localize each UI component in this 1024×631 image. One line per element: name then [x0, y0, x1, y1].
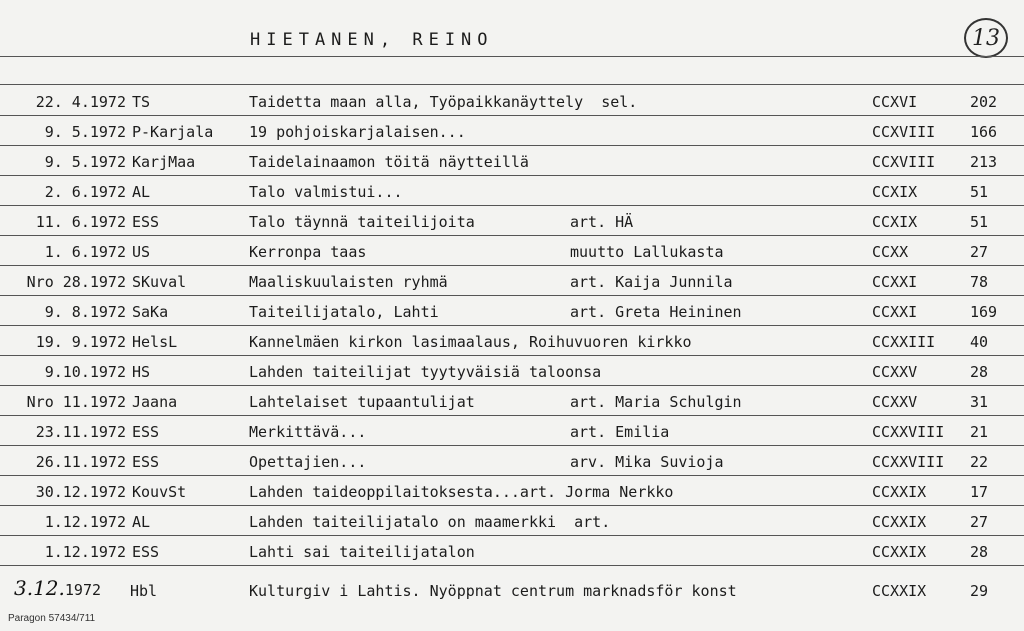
typed-year: 1972 [64, 581, 102, 599]
title-cell: Lahti sai taiteilijatalon [249, 543, 475, 561]
page-cell: 213 [970, 153, 998, 171]
volume-cell: CCXXIX [872, 582, 927, 600]
table-row [0, 476, 1024, 506]
table-row [0, 326, 1024, 356]
table-row [0, 296, 1024, 326]
table-row [0, 266, 1024, 296]
date-cell: 19. 9.1972 [35, 333, 126, 351]
source-cell: ESS [132, 543, 160, 561]
volume-cell: CCXVIII [872, 153, 936, 171]
source-cell: KarjMaa [132, 153, 196, 171]
title-cell: Kannelmäen kirkon lasimaalaus, Roihuvuoren kirkko [249, 333, 692, 351]
title-cell: Taidelainaamon töitä näytteillä [249, 153, 529, 171]
page-cell: 22 [970, 453, 989, 471]
card-number-badge: 13 [964, 18, 1008, 58]
extra-cell: art. Kaija Junnila [570, 273, 733, 291]
source-cell: SaKa [132, 303, 169, 321]
title-cell: Lahden taiteilijatalo on maamerkki art. [249, 513, 611, 531]
date-cell: 22. 4.1972 [35, 93, 126, 111]
source-cell: ESS [132, 213, 160, 231]
title-cell: Merkittävä... [249, 423, 367, 441]
date-cell: 26.11.1972 [35, 453, 126, 471]
extra-cell: arv. Mika Suvioja [570, 453, 724, 471]
date-cell [14, 576, 101, 600]
title-cell: Maaliskuulaisten ryhmä [249, 273, 448, 291]
extra-cell: art. Maria Schulgin [570, 393, 742, 411]
card-heading: HIETANEN, REINO [250, 30, 494, 50]
extra-cell: art. Greta Heininen [570, 303, 742, 321]
source-cell: KouvSt [132, 483, 187, 501]
volume-cell: CCXXI [872, 303, 918, 321]
volume-cell: CCXVI [872, 93, 918, 111]
footer-label: Paragon 57434/711 [8, 613, 96, 624]
table-row [0, 536, 1024, 566]
volume-cell: CCXXI [872, 273, 918, 291]
table-row [0, 146, 1024, 176]
extra-cell: art. HÄ [570, 213, 634, 231]
volume-cell: CCXXVIII [872, 423, 945, 441]
date-cell: 1. 6.1972 [44, 243, 126, 261]
source-cell: ESS [132, 423, 160, 441]
date-cell: Nro 11.1972 [26, 393, 126, 411]
table-row [0, 446, 1024, 476]
source-cell: ESS [132, 453, 160, 471]
date-cell: 9.10.1972 [44, 363, 126, 381]
page-cell: 169 [970, 303, 998, 321]
title-cell: Opettajien... [249, 453, 367, 471]
page-cell: 51 [970, 183, 989, 201]
volume-cell: CCXXV [872, 363, 918, 381]
table-row [0, 176, 1024, 206]
page-cell: 21 [970, 423, 989, 441]
header-rule-lower [0, 84, 1024, 85]
page-cell: 17 [970, 483, 989, 501]
page-cell: 78 [970, 273, 989, 291]
extra-cell: art. Emilia [570, 423, 670, 441]
date-cell: 9. 5.1972 [44, 123, 126, 141]
date-cell: 1.12.1972 [44, 543, 126, 561]
extra-cell: muutto Lallukasta [570, 243, 724, 261]
date-cell: 2. 6.1972 [44, 183, 126, 201]
date-cell: 23.11.1972 [35, 423, 126, 441]
table-row [0, 236, 1024, 266]
table-row [0, 575, 1024, 604]
page-cell: 31 [970, 393, 989, 411]
source-cell: AL [132, 183, 151, 201]
volume-cell: CCXIX [872, 183, 918, 201]
page-cell: 29 [970, 582, 989, 600]
page-cell: 166 [970, 123, 998, 141]
table-row [0, 386, 1024, 416]
table-row [0, 86, 1024, 116]
table-row [0, 206, 1024, 236]
volume-cell: CCXXIX [872, 543, 927, 561]
title-cell: Talo valmistui... [249, 183, 403, 201]
source-cell: AL [132, 513, 151, 531]
source-cell: HS [132, 363, 151, 381]
handwritten-date: 3.12. [14, 576, 65, 600]
title-cell: Lahden taiteilijat tyytyväisiä taloonsa [249, 363, 602, 381]
source-cell: P-Karjala [132, 123, 214, 141]
title-cell: Kerronpa taas [249, 243, 367, 261]
volume-cell: CCXVIII [872, 123, 936, 141]
page-cell: 202 [970, 93, 998, 111]
table-row [0, 416, 1024, 446]
table-row [0, 506, 1024, 536]
source-cell: HelsL [132, 333, 178, 351]
date-cell: 11. 6.1972 [35, 213, 126, 231]
page-cell: 27 [970, 243, 989, 261]
title-cell: Talo täynnä taiteilijoita [249, 213, 475, 231]
page-cell: 28 [970, 363, 989, 381]
volume-cell: CCXXVIII [872, 453, 945, 471]
source-cell: US [132, 243, 151, 261]
source-cell: Jaana [132, 393, 178, 411]
date-cell: Nro 28.1972 [26, 273, 126, 291]
date-cell: 1.12.1972 [44, 513, 126, 531]
table-row [0, 116, 1024, 146]
volume-cell: CCXX [872, 243, 909, 261]
date-cell: 30.12.1972 [35, 483, 126, 501]
source-cell: SKuval [132, 273, 187, 291]
title-cell: Taidetta maan alla, Työpaikkanäyttely sel. [249, 93, 638, 111]
volume-cell: CCXXIII [872, 333, 936, 351]
source-cell: Hbl [130, 582, 158, 600]
date-cell: 9. 5.1972 [44, 153, 126, 171]
title-cell: Kulturgiv i Lahtis. Nyöppnat centrum marknadsför konst [249, 582, 737, 600]
source-cell: TS [132, 93, 151, 111]
page-cell: 27 [970, 513, 989, 531]
title-cell: Lahtelaiset tupaantulijat [249, 393, 475, 411]
volume-cell: CCXXIX [872, 513, 927, 531]
header-rule [0, 56, 1024, 57]
title-cell: 19 pohjoiskarjalaisen... [249, 123, 466, 141]
date-cell: 9. 8.1972 [44, 303, 126, 321]
page-cell: 28 [970, 543, 989, 561]
page-cell: 51 [970, 213, 989, 231]
title-cell: Lahden taideoppilaitoksesta...art. Jorma Nerkko [249, 483, 674, 501]
table-row [0, 356, 1024, 386]
volume-cell: CCXXV [872, 393, 918, 411]
volume-cell: CCXIX [872, 213, 918, 231]
volume-cell: CCXXIX [872, 483, 927, 501]
title-cell: Taiteilijatalo, Lahti [249, 303, 439, 321]
page-cell: 40 [970, 333, 989, 351]
